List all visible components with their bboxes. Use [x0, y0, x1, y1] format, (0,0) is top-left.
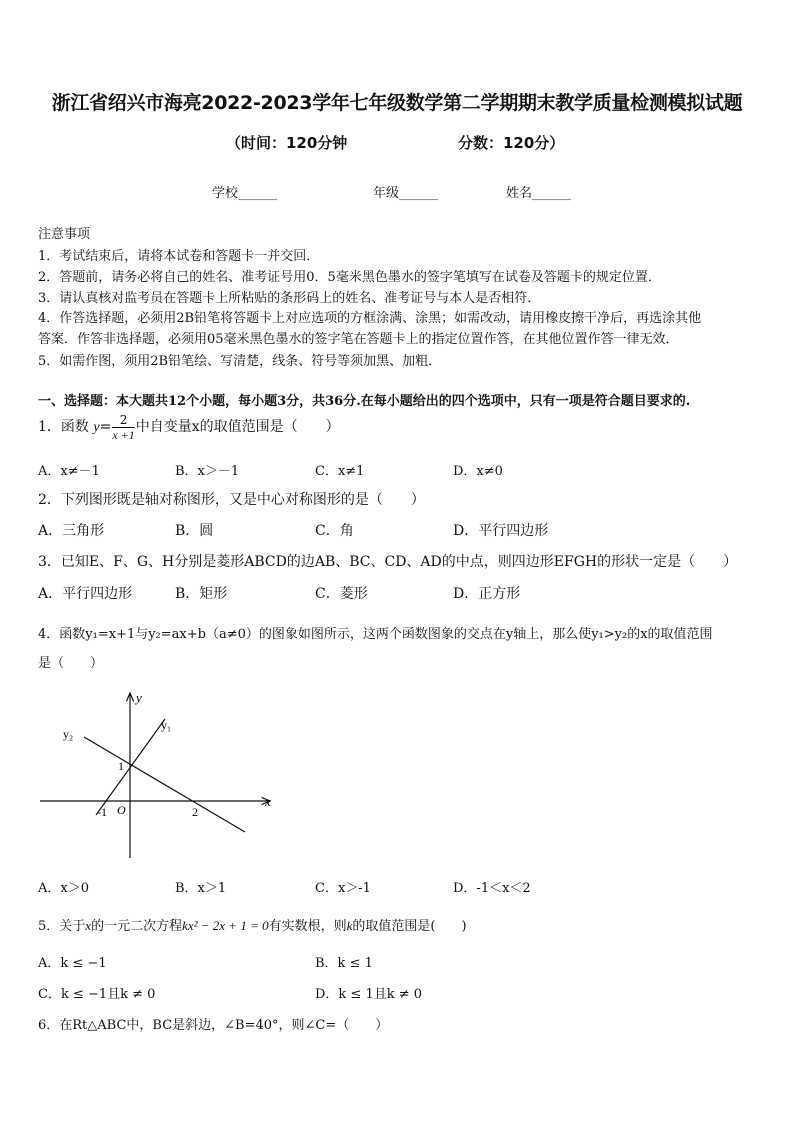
q3-option-a: A．平行四边形: [38, 586, 133, 602]
q5-var-k: k: [346, 918, 353, 933]
q3-option-c: C．菱形: [315, 586, 368, 602]
q5-prefix: 5．关于: [38, 919, 86, 934]
section-heading: 一、选择题：本大题共12个小题，每小题3分，共36分.在每小题给出的四个选项中，只有一项是符合题目要求的.: [38, 394, 691, 409]
q5-option-b: B．k ≤ 1: [315, 956, 373, 971]
q4-option-d: D．-1＜x＜2: [453, 881, 531, 896]
q5-post2: 的取值范围是( ): [352, 919, 467, 934]
school-field: 学校______: [212, 186, 278, 201]
question-1-stem: [38, 412, 340, 443]
q1-option-b: B．x＞－1: [175, 464, 240, 479]
x-axis-label: x: [265, 794, 271, 809]
question-6-stem: 6．在Rt△ABC中，BC是斜边，∠B=40°，则∠C=（ ）: [38, 1018, 389, 1033]
tick-label-1: 1: [118, 759, 124, 773]
notice-heading: 注意事项: [38, 227, 91, 242]
q1-suffix: 中自变量x的取值范围是（ ）: [135, 419, 340, 435]
page-title: 浙江省绍兴市海亮2022-2023学年七年级数学第二学期期末教学质量检测模拟试题: [51, 92, 743, 114]
q5-var-x: x: [85, 918, 92, 933]
q1-y: y: [93, 420, 100, 435]
exam-time: （时间：120分钟: [226, 134, 348, 152]
question-2-stem: 2．下列图形既是轴对称图形，又是中心对称图形的是（ ）: [38, 492, 425, 508]
q1-option-a: A．x≠－1: [38, 464, 100, 479]
tick-label-2: 2: [192, 805, 198, 819]
q2-option-b: B．圆: [175, 523, 214, 539]
q3-option-b: B．矩形: [175, 586, 228, 602]
q5-post1: 有实数根，则: [268, 919, 347, 934]
q1-numerator: 2: [112, 413, 134, 428]
question-4-stem: 4．函数y₁=x+1与y₂=ax+b（a≠0）的图象如图所示，这两个函数图象的交点在y轴上，那么使y₁>y₂的x的取值范围: [38, 627, 713, 642]
notice-item: 4．作答选择题，必须用2B铅笔将答题卡上对应选项的方框涂满、涂黑；如需改动，请用橡皮擦干净后，再选涂其他: [38, 311, 702, 326]
q5-option-c: C．k ≤ −1且k ≠ 0: [38, 987, 156, 1002]
q5-option-d: D．k ≤ 1且k ≠ 0: [315, 987, 423, 1002]
name-field: 姓名______: [506, 186, 572, 201]
q1-denominator: x +1: [112, 427, 135, 442]
q4-option-c: C．x＞-1: [315, 881, 371, 896]
notice-item: 3．请认真核对监考员在答题卡上所粘贴的条形码上的姓名、准考证号与本人是否相符．: [38, 291, 541, 306]
notice-item: 1．考试结束后，请将本试卷和答题卡一并交回．: [38, 249, 320, 264]
q1-option-c: C．x≠1: [315, 464, 365, 479]
function-graph: [35, 688, 280, 863]
q3-option-d: D．正方形: [453, 586, 521, 602]
origin-label: O: [117, 803, 126, 817]
q1-prefix: 1．函数: [38, 419, 89, 435]
q1-eq: =: [99, 419, 112, 435]
notice-item: 2．答题前，请务必将自己的姓名、准考证号用0．5毫米黑色墨水的签字笔填写在试卷及答题卡的规定位置．: [38, 270, 661, 285]
exam-score: 分数：120分）: [458, 134, 565, 152]
q2-option-a: A．三角形: [38, 523, 105, 539]
line-y1-label: y₁: [161, 718, 172, 732]
tick-label-neg1: -1: [97, 805, 107, 819]
question-5-stem: [38, 915, 467, 934]
q1-fraction: [112, 413, 134, 442]
line-y2-label: y₂: [63, 727, 74, 741]
line-y2: [84, 737, 245, 832]
grade-field: 年级______: [373, 186, 439, 201]
q5-equation: kx² − 2x + 1 = 0: [182, 918, 269, 933]
notice-item: 5．如需作图，须用2B铅笔绘、写清楚，线条、符号等须加黑、加粗．: [38, 354, 442, 369]
question-3-stem: 3．已知E、F、G、H分别是菱形ABCD的边AB、BC、CD、AD的中点，则四边形EFGH的形状一定是（ ）: [38, 554, 738, 570]
q4-option-b: B．x＞1: [175, 881, 227, 896]
q5-option-a: A．k ≤ −1: [38, 956, 107, 971]
q4-option-a: A．x＞0: [38, 881, 89, 896]
q1-option-d: D．x≠0: [453, 464, 503, 479]
q2-option-c: C．角: [315, 523, 354, 539]
question-4-stem-cont: 是（ ）: [38, 656, 104, 671]
notice-item: 答案．作答非选择题，必须用05毫米黑色墨水的签字笔在答题卡上的指定位置作答，在其他位置作答一律无效．: [38, 332, 679, 347]
y-axis-label: y: [136, 690, 142, 705]
q5-mid: 的一元二次方程: [91, 919, 183, 934]
q2-option-d: D．平行四边形: [453, 523, 549, 539]
